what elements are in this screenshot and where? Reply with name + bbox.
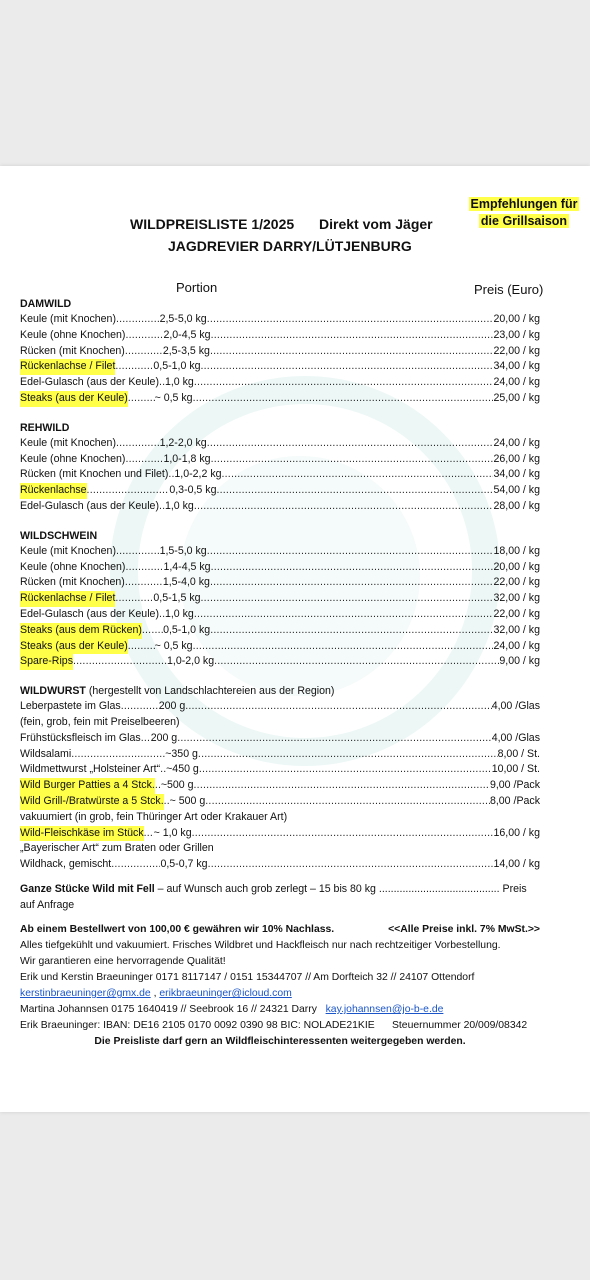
price-row xyxy=(20,452,540,468)
item-name: Wildhack, gemischt xyxy=(20,858,112,871)
tax-number: Steuernummer 20/009/08342 xyxy=(391,1020,528,1031)
document-title: WILDPREISLISTE 1/2025 xyxy=(130,216,295,232)
email-link-erik[interactable]: erikbraeuninger@icloud.com xyxy=(159,988,292,999)
item-price: 28,00 / kg xyxy=(493,499,540,512)
item-price: 9,00 /Pack xyxy=(489,779,540,792)
price-row xyxy=(20,312,540,328)
price-row xyxy=(20,436,540,452)
price-row xyxy=(20,607,540,623)
item-price: 24,00 / kg xyxy=(493,376,540,389)
section-title: REHWILD xyxy=(20,421,70,434)
leader-dots xyxy=(193,391,494,407)
item-price: 26,00 / kg xyxy=(493,452,540,465)
email-link-kerstin[interactable]: kerstinbraeuninger@gmx.de xyxy=(20,988,151,999)
item-name: Wild Grill-/Bratwürste a 5 Stck. xyxy=(20,794,164,810)
item-portion: ~ 500 g xyxy=(169,794,206,807)
item-portion: ~450 g xyxy=(166,763,199,776)
item-name: Rücken (mit Knochen) xyxy=(20,576,125,589)
item-portion: ~ 1,0 kg xyxy=(153,826,192,839)
leader-dots xyxy=(125,560,163,576)
wildwurst-title: WILDWURST xyxy=(20,685,86,698)
item-name: Edel-Gulasch (aus der Keule) xyxy=(20,499,159,512)
item-portion: 0,3-0,5 kg xyxy=(169,484,217,497)
item-name: Edel-Gulasch (aus der Keule) xyxy=(20,607,159,620)
item-name: Keule (mit Knochen) xyxy=(20,313,116,325)
leader-dots xyxy=(199,762,492,778)
price-row xyxy=(20,467,540,483)
item-name: Keule (ohne Knochen) xyxy=(20,328,126,341)
item-portion: ~350 g xyxy=(165,747,198,760)
price-row xyxy=(20,794,540,810)
column-header-portion: Portion xyxy=(176,280,218,295)
item-price: 54,00 / kg xyxy=(493,484,540,497)
whole-game-line xyxy=(20,881,540,911)
leader-dots xyxy=(142,623,163,639)
price-row xyxy=(20,778,540,794)
item-portion: 2,5-3,5 kg xyxy=(162,344,210,357)
leader-dots xyxy=(205,794,490,810)
item-price: 20,00 / kg xyxy=(493,313,540,325)
price-row xyxy=(20,544,540,560)
item-portion: 1,4-4,5 kg xyxy=(163,560,211,573)
leader-dots xyxy=(185,699,491,715)
item-name: Rückenlachse / Filet xyxy=(20,591,115,607)
price-row xyxy=(20,639,540,655)
item-price: 8,00 / St. xyxy=(497,747,540,760)
price-row xyxy=(20,591,540,607)
contact-johannsen xyxy=(20,1002,540,1018)
price-row xyxy=(20,560,540,576)
bank-iban: Erik Braeuninger: IBAN: DE16 2105 0170 0092 0390 98 BIC: NOLADE21KIE xyxy=(20,1020,375,1031)
item-name: Steaks (aus der Keule) xyxy=(20,639,128,655)
item-name: Wild Burger Patties a 4 Stck. xyxy=(20,778,155,794)
item-price: 23,00 / kg xyxy=(493,328,540,341)
item-name: Wildsalami xyxy=(20,747,72,760)
grill-note-line-2: die Grillsaison xyxy=(480,214,568,228)
leader-dots xyxy=(116,544,160,560)
item-price: 20,00 / kg xyxy=(493,560,540,573)
leader-dots xyxy=(116,436,160,452)
price-row xyxy=(20,499,540,515)
leader-dots xyxy=(214,654,499,670)
leader-dots xyxy=(73,654,167,670)
leader-dots xyxy=(192,826,494,842)
leader-dots xyxy=(194,499,494,515)
item-portion: 1,2-2,0 kg xyxy=(159,436,207,449)
leader-dots xyxy=(193,639,494,655)
leader-dots xyxy=(210,344,494,360)
meat-sections xyxy=(20,296,540,670)
discount-text: Ab einem Bestellwert von 100,00 € gewähren wir 10% Nachlass. xyxy=(20,924,335,935)
leader-dots xyxy=(144,826,154,842)
item-name: Keule (mit Knochen) xyxy=(20,436,116,449)
column-header-price: Preis (Euro) xyxy=(474,282,544,297)
hunting-ground-title: JAGDREVIER DARRY/LÜTJENBURG xyxy=(168,238,412,254)
item-name: Wildmettwurst „Holsteiner Art“ xyxy=(20,763,161,776)
item-name: Frühstücksfleisch im Glas xyxy=(20,731,141,744)
item-portion: 2,5-5,0 kg xyxy=(159,313,207,325)
item-name: Leberpastete im Glas xyxy=(20,700,121,713)
leader-dots xyxy=(125,328,163,344)
item-portion: 1,0 kg xyxy=(164,607,194,620)
leader-dots xyxy=(201,359,494,375)
item-portion: 0,5-0,7 kg xyxy=(160,858,208,871)
item-portion: 0,5-1,5 kg xyxy=(153,592,201,605)
price-row xyxy=(20,654,540,670)
item-price: 32,00 / kg xyxy=(493,623,540,636)
whole-game-label: Ganze Stücke Wild mit Fell xyxy=(20,882,155,895)
leader-dots xyxy=(125,575,163,591)
price-row xyxy=(20,826,540,842)
bank-details xyxy=(20,1018,540,1034)
price-row xyxy=(20,747,540,763)
item-price: 10,00 / St. xyxy=(491,763,540,776)
item-portion: 0,5-1,0 kg xyxy=(163,623,211,636)
leader-dots xyxy=(208,857,494,873)
leader-dots xyxy=(115,359,153,375)
section-title: WILDSCHWEIN xyxy=(20,529,98,542)
grill-note-line-1: Empfehlungen für xyxy=(470,197,578,211)
item-name: Steaks (aus der Keule) xyxy=(20,391,128,407)
price-list-document xyxy=(0,166,590,1112)
item-portion: 1,0-1,8 kg xyxy=(163,452,211,465)
item-portion: 2,0-4,5 kg xyxy=(163,328,211,341)
storage-note: Alles tiefgekühlt und vakuumiert. Frisches Wildbret und Hackfleisch nur nach rechtzeitiger Vorbestellung. xyxy=(20,940,501,951)
document-subtitle: Direkt vom Jäger xyxy=(319,216,433,232)
leader-dots: ......................................... xyxy=(375,882,503,895)
leader-dots xyxy=(198,747,498,763)
price-list xyxy=(20,296,540,911)
leader-dots xyxy=(177,731,492,747)
contact-johannsen-text: Martina Johannsen 0175 1640419 // Seebrook 16 // 24321 Darry xyxy=(20,1004,317,1015)
vat-note: <<Alle Preise inkl. 7% MwSt.>> xyxy=(388,924,540,935)
item-price: 18,00 / kg xyxy=(493,544,540,557)
price-row xyxy=(20,328,540,344)
email-line xyxy=(20,986,540,1002)
leader-dots xyxy=(211,452,494,468)
leader-dots xyxy=(71,747,165,763)
leader-dots xyxy=(116,312,160,328)
email-link-kay[interactable]: kay.johannsen@jo-b-e.de xyxy=(325,1004,444,1015)
item-portion: 200 g xyxy=(150,731,178,744)
grill-recommendation-note xyxy=(468,196,580,230)
item-price: 14,00 / kg xyxy=(493,858,540,871)
leader-dots xyxy=(216,483,493,499)
leader-dots xyxy=(211,328,494,344)
item-price: 4,00 /Glas xyxy=(491,700,540,713)
item-price: 8,00 /Pack xyxy=(489,794,540,807)
wildwurst-rows xyxy=(20,699,540,873)
item-portion: ~ 0,5 kg xyxy=(154,391,193,404)
item-portion: 200 g xyxy=(158,700,186,713)
item-portion: 1,0 kg xyxy=(164,499,194,512)
item-price: 22,00 / kg xyxy=(493,576,540,589)
item-name: Rückenlachse / Filet xyxy=(20,359,115,375)
item-note: vakuumiert (in grob, fein Thüringer Art oder Krakauer Art) xyxy=(20,810,288,823)
leader-dots xyxy=(207,436,494,452)
price-row xyxy=(20,391,540,407)
leader-dots xyxy=(87,483,170,499)
price-row xyxy=(20,623,540,639)
leader-dots xyxy=(121,699,159,715)
item-price: 24,00 / kg xyxy=(493,436,540,449)
item-portion: 0,5-1,0 kg xyxy=(153,360,201,373)
price-row xyxy=(20,359,540,375)
item-price: 22,00 / kg xyxy=(493,344,540,357)
quality-note: Wir garantieren eine hervorragende Qualität! xyxy=(20,956,226,967)
item-price: 32,00 / kg xyxy=(493,592,540,605)
leader-dots xyxy=(115,591,153,607)
item-note: „Bayerischer Art“ zum Braten oder Grillen xyxy=(20,842,214,855)
whole-game-description: – auf Wunsch auch grob zerlegt – 15 bis 80 kg xyxy=(154,882,376,895)
item-name: Keule (ohne Knochen) xyxy=(20,452,126,465)
price-row xyxy=(20,857,540,873)
contact-braeuninger: Erik und Kerstin Braeuninger 0171 8117147 / 0151 15344707 // Am Dorfteich 32 // 24107 Ottendorf xyxy=(20,972,475,983)
email-separator: , xyxy=(150,988,160,999)
leader-dots xyxy=(125,344,163,360)
leader-dots xyxy=(194,375,494,391)
item-price: 34,00 / kg xyxy=(493,360,540,373)
leader-dots xyxy=(194,607,494,623)
price-row xyxy=(20,731,540,747)
document-footer xyxy=(20,922,540,1050)
item-name: Rücken (mit Knochen und Filet) xyxy=(20,468,169,481)
leader-dots xyxy=(194,778,490,794)
leader-dots xyxy=(111,857,160,873)
item-portion: 1,5-4,0 kg xyxy=(162,576,210,589)
item-name: Steaks (aus dem Rücken) xyxy=(20,623,142,639)
wildwurst-title-note: (hergestellt von Landschlachtereien aus der Region) xyxy=(88,685,335,698)
item-name: Spare-Rips xyxy=(20,654,73,670)
leader-dots xyxy=(207,312,494,328)
item-name: Wild-Fleischkäse im Stück xyxy=(20,826,144,842)
item-price: 24,00 / kg xyxy=(493,639,540,652)
whole-game-price: Preis auf Anfrage xyxy=(20,882,527,911)
closing-note: Die Preisliste darf gern an Wildfleischinteressenten weitergegeben werden. xyxy=(94,1036,466,1047)
leader-dots xyxy=(211,560,494,576)
item-note: (fein, grob, fein mit Preiselbeeren) xyxy=(20,715,180,728)
item-price: 22,00 / kg xyxy=(493,607,540,620)
item-portion: 1,0-2,2 kg xyxy=(174,468,222,481)
leader-dots xyxy=(210,623,493,639)
item-portion: ~500 g xyxy=(160,779,194,792)
item-portion: 1,0-2,0 kg xyxy=(167,655,215,668)
item-name: Edel-Gulasch (aus der Keule) xyxy=(20,376,159,389)
leader-dots xyxy=(141,731,151,747)
price-row xyxy=(20,375,540,391)
item-price: 16,00 / kg xyxy=(493,826,540,839)
leader-dots xyxy=(128,639,155,655)
leader-dots xyxy=(201,591,494,607)
item-price: 9,00 / kg xyxy=(499,655,540,668)
price-row xyxy=(20,762,540,778)
item-name: Rückenlachse xyxy=(20,483,87,499)
leader-dots xyxy=(210,575,494,591)
price-row xyxy=(20,575,540,591)
leader-dots xyxy=(125,452,163,468)
item-portion: 1,5-5,0 kg xyxy=(159,544,207,557)
discount-line xyxy=(20,922,540,938)
price-row xyxy=(20,699,540,715)
section-title: DAMWILD xyxy=(20,298,72,310)
leader-dots xyxy=(128,391,155,407)
price-row xyxy=(20,483,540,499)
price-row xyxy=(20,344,540,360)
leader-dots xyxy=(207,544,494,560)
leader-dots xyxy=(222,467,494,483)
item-portion: ~ 0,5 kg xyxy=(154,639,193,652)
section-title-wildwurst xyxy=(20,683,540,699)
item-name: Keule (mit Knochen) xyxy=(20,544,116,557)
item-name: Keule (ohne Knochen) xyxy=(20,560,126,573)
item-price: 4,00 /Glas xyxy=(491,731,540,744)
item-portion: 1,0 kg xyxy=(164,376,194,389)
item-price: 34,00 / kg xyxy=(493,468,540,481)
item-price: 25,00 / kg xyxy=(493,391,540,404)
item-name: Rücken (mit Knochen) xyxy=(20,344,125,357)
